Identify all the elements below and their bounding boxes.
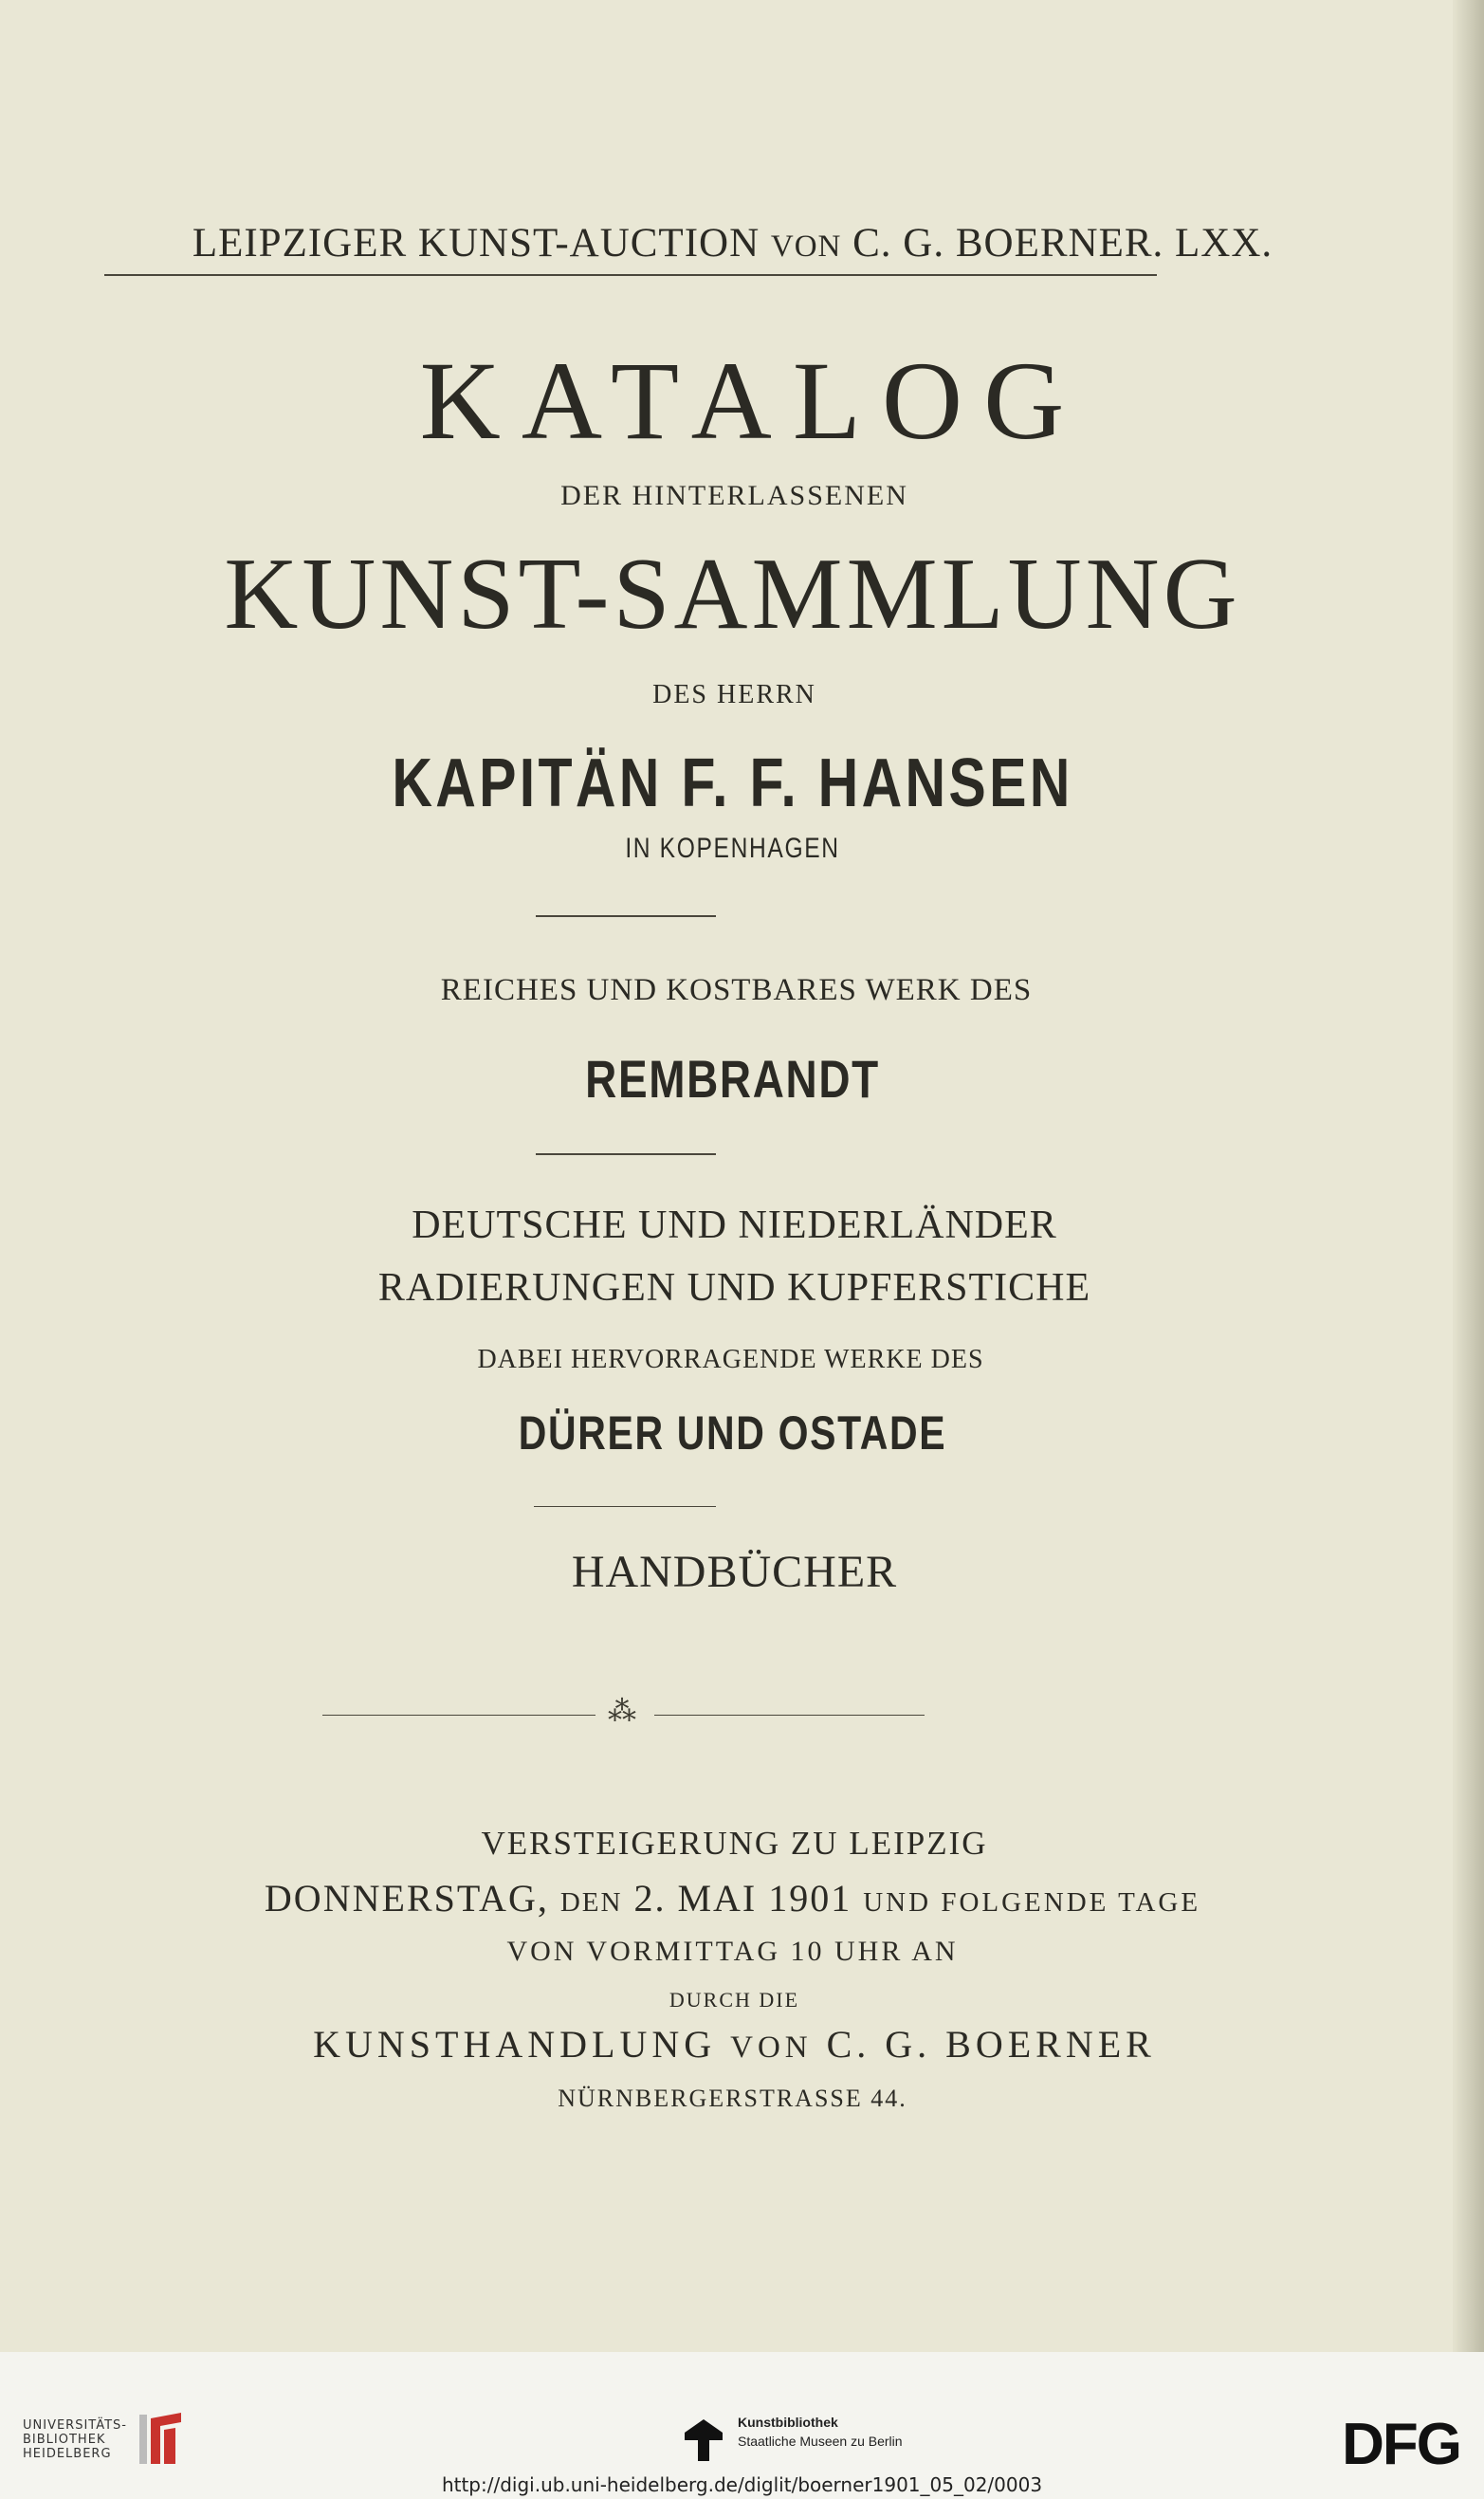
uni-line-1: UNIVERSITÄTS- bbox=[23, 2418, 127, 2433]
uni-line-3: HEIDELBERG bbox=[23, 2447, 112, 2461]
subtitle-radierungen: RADIERUNGEN UND KUPFERSTICHE bbox=[377, 1266, 1091, 1310]
ornament-rule-left bbox=[322, 1715, 595, 1716]
auction-address: NÜRNBERGERSTRASSE 44. bbox=[558, 2085, 907, 2112]
title-kunst-sammlung: KUNST-SAMMLUNG bbox=[224, 538, 1241, 651]
ornament-icon: ⁂ bbox=[608, 1696, 636, 1727]
subtitle-des-herrn: DES HERRN bbox=[652, 680, 816, 709]
separator-rule-1 bbox=[536, 915, 716, 917]
title-katalog: KATALOG bbox=[419, 339, 1086, 463]
house-part-b: VON bbox=[730, 2030, 813, 2065]
kunstbibliothek-label bbox=[738, 2413, 903, 2451]
auction-date bbox=[0, 1876, 1475, 1920]
subtitle-dabei: DABEI HERVORRAGENDE WERKE DES bbox=[477, 1345, 984, 1374]
header-main-text: LEIPZIGER KUNST-AUCTION bbox=[192, 221, 771, 266]
dfg-logo: DFG bbox=[1342, 2412, 1460, 2477]
auction-house bbox=[0, 2022, 1476, 2067]
separator-rule-3 bbox=[534, 1506, 716, 1507]
date-part-d: UND FOLGENDE TAGE bbox=[863, 1887, 1201, 1918]
header-rule bbox=[104, 274, 1157, 276]
date-part-b: DEN bbox=[559, 1887, 623, 1918]
uni-heidelberg-label bbox=[23, 2418, 127, 2461]
house-part-a: KUNSTHANDLUNG bbox=[313, 2023, 731, 2066]
auction-location: VERSTEIGERUNG ZU LEIPZIG bbox=[481, 1825, 988, 1862]
owner-location: IN KOPENHAGEN bbox=[625, 833, 840, 864]
auction-header bbox=[0, 220, 1475, 266]
kb-line-2: Staatliche Museen zu Berlin bbox=[738, 2434, 903, 2449]
date-part-c: 2. MAI 1901 bbox=[622, 1877, 864, 1920]
header-tail-text: C. G. BOERNER. LXX. bbox=[841, 221, 1273, 266]
date-part-a: DONNERSTAG, bbox=[264, 1877, 560, 1920]
auction-time: VON VORMITTAG 10 UHR AN bbox=[506, 1936, 959, 1967]
house-part-c: C. G. BOERNER bbox=[812, 2023, 1156, 2066]
separator-rule-2 bbox=[536, 1153, 716, 1155]
kb-line-1: Kunstbibliothek bbox=[738, 2415, 838, 2430]
artist-rembrandt: REMBRANDT bbox=[585, 1049, 880, 1109]
ornament-rule-right bbox=[654, 1715, 925, 1716]
digitization-footer bbox=[0, 2352, 1484, 2499]
owner-name: KAPITÄN F. F. HANSEN bbox=[392, 745, 1073, 821]
subtitle-deutsche: DEUTSCHE UND NIEDERLÄNDER bbox=[412, 1204, 1057, 1247]
kunstbibliothek-logo-icon bbox=[681, 2414, 726, 2467]
subtitle-handbucher: HANDBÜCHER bbox=[571, 1547, 898, 1597]
source-url-link[interactable]: http://digi.ub.uni-heidelberg.de/diglit/boerner1901_05_02/0003 bbox=[441, 2473, 1043, 2496]
uni-line-2: BIBLIOTHEK bbox=[23, 2433, 106, 2447]
uni-heidelberg-logo-icon bbox=[137, 2409, 185, 2470]
subtitle-durch-die: DURCH DIE bbox=[669, 1988, 800, 2012]
artists-durer-ostade: DÜRER UND OSTADE bbox=[518, 1406, 947, 1460]
subtitle-reiches: REICHES UND KOSTBARES WERK DES bbox=[440, 973, 1033, 1007]
header-von-text: VON bbox=[770, 230, 842, 264]
subtitle-der-hinterlassenen: DER HINTERLASSENEN bbox=[560, 480, 908, 511]
